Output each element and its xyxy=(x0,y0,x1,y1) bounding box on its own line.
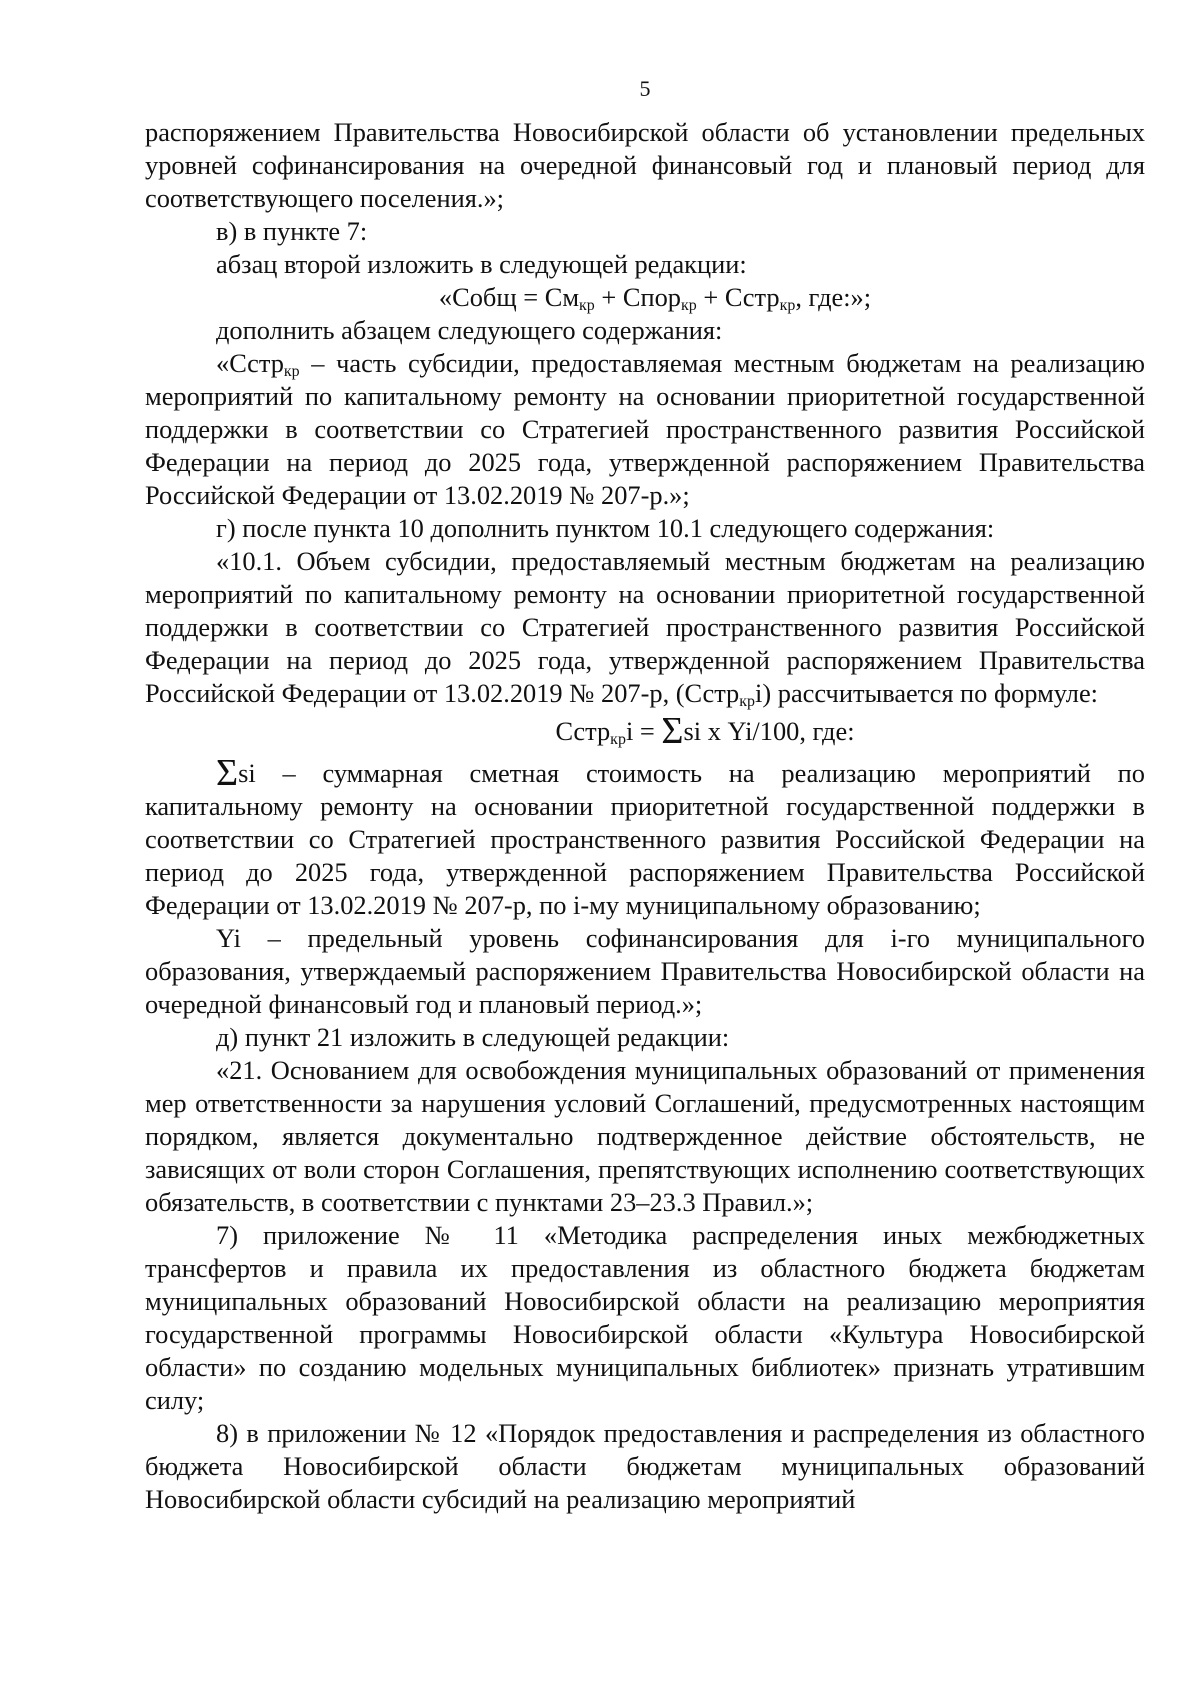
definition-text: si – суммарная сметная стоимость на реализацию мероприятий по капитальному ремонту на основании приоритетной государственной поддержки в соответствии со Стратегией пространственного развития Российской Федерации на период до 2025 года, утвержденной распоряжением Правительства Российской Федерации от 13.02.2019 № 207-р, по i-му муниципальному образованию; xyxy=(145,758,1145,920)
formula-text: + Спор xyxy=(594,282,682,312)
paragraph-yi-definition: Yi – предельный уровень софинансирования для i-го муниципального образования, утверждаемый распоряжением Правительства Новосибирской области на очередной финансовый год и плановый период.»; xyxy=(145,923,1145,1019)
sigma-symbol: Σ xyxy=(216,752,239,794)
formula-sobsch xyxy=(145,281,1145,314)
paragraph-sigma-definition xyxy=(145,752,1145,922)
definition-subscript: кр xyxy=(283,363,300,380)
document-body xyxy=(145,116,1145,1516)
paragraph-item-g: г) после пункта 10 дополнить пунктом 10.1 следующего содержания: xyxy=(216,513,995,543)
formula-subscript: кр xyxy=(579,297,595,314)
paragraph-abzac-second: абзац второй изложить в следующей редакции: xyxy=(216,249,747,279)
formula-text: «Собщ = См xyxy=(438,282,580,312)
definition-text: – часть субсидии, предоставляемая местным бюджетам на реализацию мероприятий по капитальному ремонту на основании приоритетной государственной поддержки в соответствии со Стратегией пространственного развития Российской Федерации на период до 2025 года, утвержденной распоряжением Правительства Российской Федерации от 13.02.2019 № 207-р.»; xyxy=(145,348,1145,510)
definition-term: «Сстр xyxy=(216,348,284,378)
formula-subscript: кр xyxy=(610,731,626,748)
formula-subscript: кр xyxy=(681,297,697,314)
formula-text: si х Yi/100, где: xyxy=(683,716,855,746)
paragraph-item-8: 8) в приложении № 12 «Порядок предоставления и распределения из областного бюджета Новосибирской области бюджетам муниципальных образований Новосибирской области субсидий на реализацию мероприятий xyxy=(145,1418,1145,1514)
formula-sstr xyxy=(145,710,1145,752)
paragraph-item-d: д) пункт 21 изложить в следующей редакции: xyxy=(216,1022,730,1052)
paragraph-item-7: 7) приложение № 11 «Методика распределения иных межбюджетных трансфертов и правила их предоставления из областного бюджета бюджетам муниципальных образований Новосибирской области на реализацию мероприятия государственной программы Новосибирской области «Культура Новосибирской области» по созданию модельных муниципальных библиотек» признать утратившим силу; xyxy=(145,1220,1145,1415)
paragraph-add-abzac: дополнить абзацем следующего содержания: xyxy=(216,315,723,345)
paragraph-continuation: распоряжением Правительства Новосибирской области об установлении предельных уровней софинансирования на очередной финансовый год и плановый период для соответствующего поселения.»; xyxy=(145,117,1145,213)
paragraph-10-1 xyxy=(145,545,1145,710)
formula-text: , где:»; xyxy=(795,282,872,312)
paragraph-text: «10.1. Объем субсидии, предоставляемый местным бюджетам на реализацию мероприятий по капитальному ремонту на основании приоритетной государственной поддержки в соответствии со Стратегией пространственного развития Российской Федерации на период до 2025 года, утвержденной распоряжением Правительства Российской Федерации от 13.02.2019 № 207-р, (Сстр xyxy=(145,546,1145,708)
formula-text: i = xyxy=(625,716,662,746)
paragraph-subscript: кр xyxy=(739,693,756,710)
formula-text: Сстр xyxy=(555,716,611,746)
page-number: 5 xyxy=(639,76,651,101)
paragraph-sstr-definition xyxy=(145,347,1145,512)
formula-text: + Сстр xyxy=(696,282,780,312)
formula-subscript: кр xyxy=(779,297,796,314)
sigma-symbol: Σ xyxy=(661,710,684,752)
paragraph-item-v: в) в пункте 7: xyxy=(216,216,368,246)
paragraph-21: «21. Основанием для освобождения муниципальных образований от применения мер ответственности за нарушения условий Соглашений, предусмотренных настоящим порядком, является документально подтвержденное действие обстоятельств, не зависящих от воли сторон Соглашения, препятствующих исполнению соответствующих обязательств, в соответствии с пунктами 23–23.3 Правил.»; xyxy=(145,1055,1145,1217)
paragraph-text: i) рассчитывается по формуле: xyxy=(755,678,1099,708)
